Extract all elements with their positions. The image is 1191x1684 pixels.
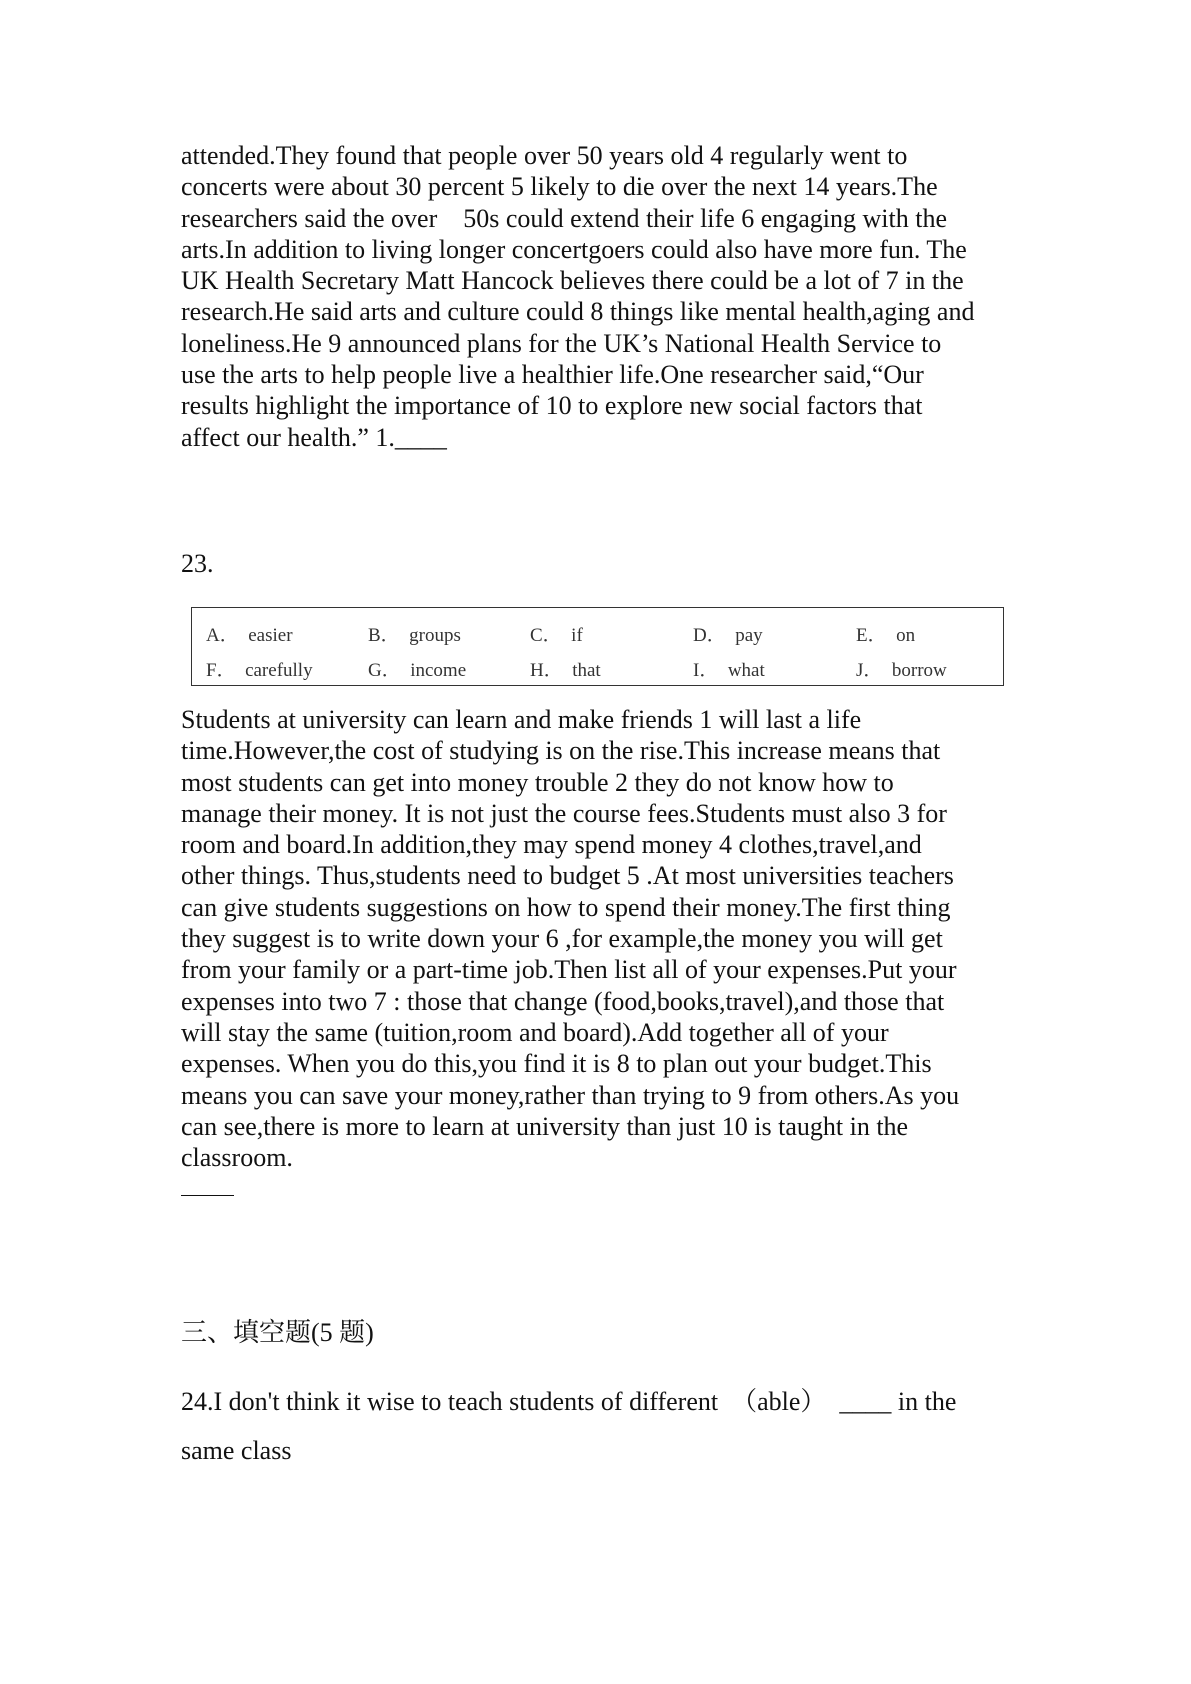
question-24 <box>181 1377 1041 1475</box>
text-line: Students at university can learn and make friends 1 will last a life <box>181 705 862 734</box>
word-bank-row <box>206 620 1006 646</box>
text-line: room and board.In addition,they may spend money 4 clothes,travel,and <box>181 830 922 860</box>
text-line: most students can get into money trouble 2 they do not know how to <box>181 767 894 797</box>
question-24-line: 24.I don't think it wise to teach students of different （able） ____ in the <box>181 1387 957 1416</box>
text-line: expenses. When you do this,you find it is 8 to plan out your budget.This <box>181 1049 932 1079</box>
word-bank-option: B． groups <box>368 625 461 646</box>
word-bank-option: G． income <box>368 660 467 681</box>
word-bank-option: A． easier <box>206 625 293 646</box>
text-line: classroom. <box>181 1143 293 1173</box>
text-line: other things. Thus,students need to budget 5 .At most universities teachers <box>181 861 954 891</box>
text-line: time.However,the cost of studying is on the rise.This increase means that <box>181 736 941 766</box>
word-bank-option: I． what <box>693 660 765 681</box>
text-line: can give students suggestions on how to spend their money.The first thing <box>181 892 951 922</box>
text-line: UK Health Secretary Matt Hancock believes there could be a lot of 7 in the <box>181 266 964 296</box>
text-line: loneliness.He 9 announced plans for the UK’s National Health Service to <box>181 328 942 358</box>
text-line: they suggest is to write down your 6 ,for example,the money you will get <box>181 924 943 954</box>
text-line: research.He said arts and culture could 8 things like mental health,aging and <box>181 297 975 327</box>
section-heading: 三、填空题(5 题) <box>181 1318 374 1347</box>
passage-23 <box>181 704 1021 1173</box>
word-bank-box <box>191 607 1004 686</box>
word-bank-option: D． pay <box>693 625 763 646</box>
text-line: affect our health.” 1.____ <box>181 422 447 452</box>
text-line: concerts were about 30 percent 5 likely to die over the next 14 years.The <box>181 172 938 202</box>
text-line: means you can save your money,rather than trying to 9 from others.As you <box>181 1080 960 1110</box>
text-line: expenses into two 7 : those that change (food,books,travel),and those that <box>181 986 945 1016</box>
text-line: arts.In addition to living longer concertgoers could also have more fun. The <box>181 234 967 264</box>
text-line: can see,there is more to learn at university than just 10 is taught in the <box>181 1111 909 1141</box>
word-bank-option: J． borrow <box>856 660 947 681</box>
word-bank-option: H． that <box>530 660 601 681</box>
text-line: results highlight the importance of 10 to explore new social factors that <box>181 391 923 421</box>
word-bank-option: F． carefully <box>206 660 313 681</box>
word-bank-option: E． on <box>856 625 916 646</box>
text-line: attended.They found that people over 50 years old 4 regularly went to <box>181 141 908 170</box>
text-line: will stay the same (tuition,room and board).Add together all of your <box>181 1017 889 1047</box>
word-bank-option: C． if <box>530 625 583 646</box>
text-line: manage their money. It is not just the course fees.Students must also 3 for <box>181 798 947 828</box>
question-24-line: same class <box>181 1436 292 1465</box>
text-line: use the arts to help people live a healthier life.One researcher said,“Our <box>181 360 924 390</box>
question-23-number: 23. <box>181 549 214 578</box>
answer-blank-line <box>181 1195 234 1196</box>
word-bank-row <box>206 655 1006 681</box>
text-line: from your family or a part-time job.Then list all of your expenses.Put your <box>181 955 957 985</box>
passage-22-continuation <box>181 140 1021 453</box>
text-line: researchers said the over 50s could extend their life 6 engaging with the <box>181 203 948 233</box>
